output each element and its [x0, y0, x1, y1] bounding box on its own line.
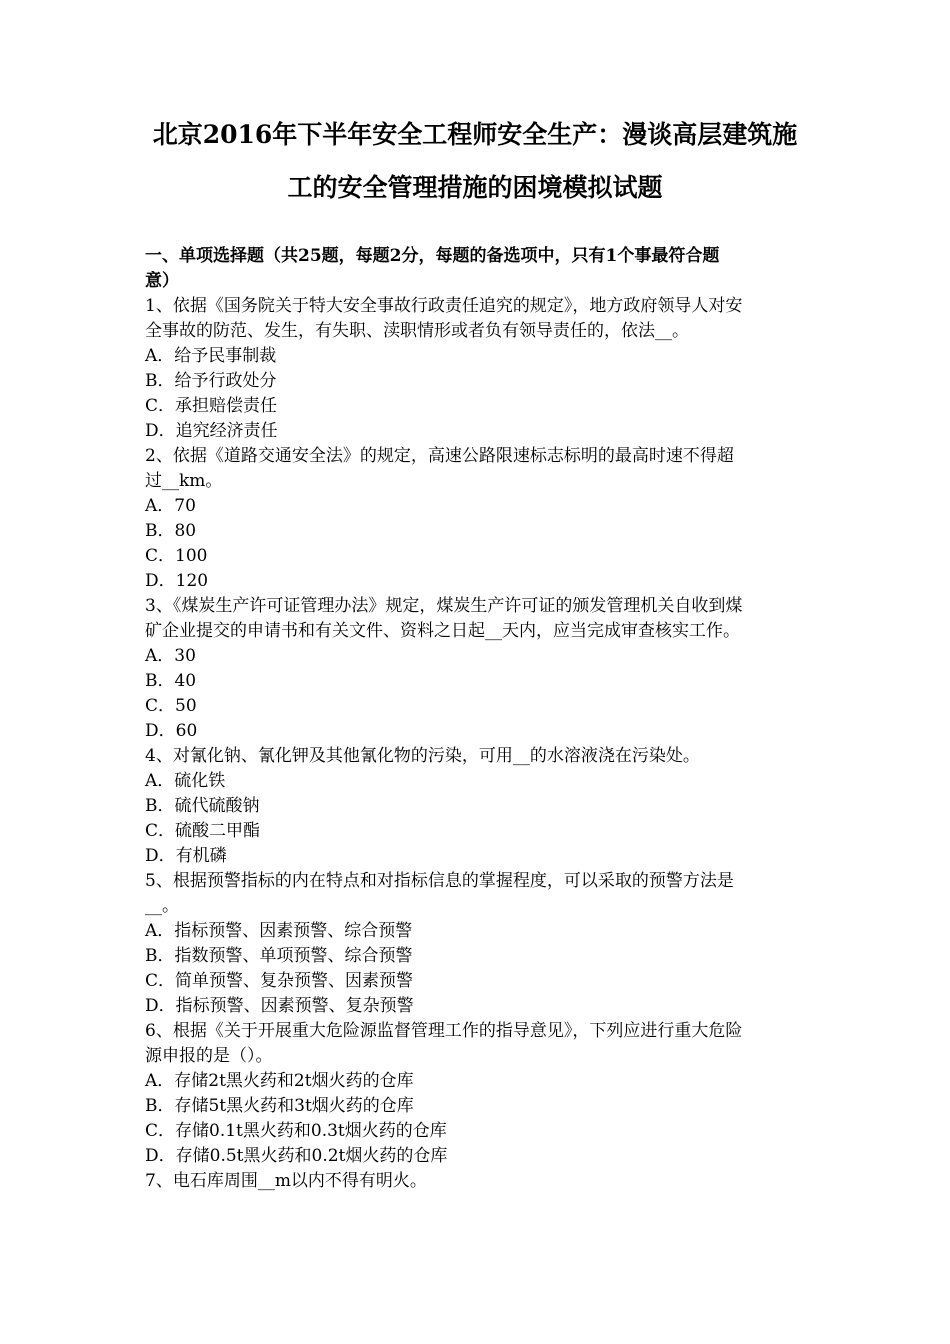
question-stem: 矿企业提交的申请书和有关文件、资料之日起__天内，应当完成审查核实工作。 [145, 621, 740, 641]
answer-option: B．硫代硫酸钠 [145, 796, 260, 816]
question-stem: 1、依据《国务院关于特大安全事故行政责任追究的规定》，地方政府领导人对安 [145, 296, 743, 316]
answer-option: B．指数预警、单项预警、综合预警 [145, 946, 413, 966]
question-stem: 5、根据预警指标的内在特点和对指标信息的掌握程度，可以采取的预警方法是 [145, 871, 734, 891]
answer-option: D．追究经济责任 [145, 421, 278, 441]
answer-option: B．给予行政处分 [145, 371, 277, 391]
question-stem: 过__km。 [145, 471, 223, 491]
question-1 [145, 294, 815, 444]
answer-option: A．指标预警、因素预警、综合预警 [145, 921, 413, 941]
question-6 [145, 1019, 815, 1169]
question-3 [145, 594, 815, 744]
answer-option: D．有机磷 [145, 846, 227, 866]
document-title-line-1: 北京2016年下半年安全工程师安全生产：漫谈高层建筑施 [152, 120, 798, 149]
answer-option: D．60 [145, 721, 198, 741]
answer-option: D．存储0.5t黑火药和0.2t烟火药的仓库 [145, 1146, 448, 1166]
question-stem: 源申报的是（）。 [145, 1046, 273, 1066]
question-5 [145, 869, 815, 1019]
answer-option: A．30 [145, 646, 196, 666]
question-stem: 7、电石库周围__m以内不得有明火。 [145, 1171, 427, 1191]
answer-option: B．存储5t黑火药和3t烟火药的仓库 [145, 1096, 414, 1116]
document-title-line-2: 工的安全管理措施的困境模拟试题 [287, 173, 663, 202]
document-body [145, 244, 815, 1194]
answer-option: D．指标预警、因素预警、复杂预警 [145, 996, 414, 1016]
question-stem: __。 [145, 896, 179, 916]
answer-option: C．100 [145, 546, 208, 566]
answer-option: A．70 [145, 496, 196, 516]
section-heading: 一、单项选择题（共25题，每题2分，每题的备选项中，只有1个事最符合题 [145, 246, 720, 266]
question-7 [145, 1169, 815, 1194]
answer-option: C．承担赔偿责任 [145, 396, 278, 416]
answer-option: A．给予民事制裁 [145, 346, 277, 366]
question-stem: 全事故的防范、发生，有失职、渎职情形或者负有领导责任的，依法__。 [145, 321, 689, 341]
question-stem: 3、《煤炭生产许可证管理办法》规定，煤炭生产许可证的颁发管理机关自收到煤 [145, 596, 743, 616]
question-stem: 2、依据《道路交通安全法》的规定，高速公路限速标志标明的最高时速不得超 [145, 446, 734, 466]
section-heading-cont: 意） [145, 271, 179, 291]
answer-option: C．存储0.1t黑火药和0.3t烟火药的仓库 [145, 1121, 447, 1141]
answer-option: A．硫化铁 [145, 771, 226, 791]
answer-option: B．80 [145, 521, 197, 541]
answer-option: B．40 [145, 671, 197, 691]
answer-option: D．120 [145, 571, 209, 591]
answer-option: C．简单预警、复杂预警、因素预警 [145, 971, 414, 991]
answer-option: A．存储2t黑火药和2t烟火药的仓库 [145, 1071, 414, 1091]
answer-option: C．硫酸二甲酯 [145, 821, 261, 841]
answer-option: C．50 [145, 696, 197, 716]
question-stem: 6、根据《关于开展重大危险源监督管理工作的指导意见》，下列应进行重大危险 [145, 1021, 743, 1041]
question-4 [145, 744, 815, 869]
question-stem: 4、对氰化钠、氰化钾及其他氰化物的污染，可用__的水溶液浇在污染处。 [145, 746, 700, 766]
question-2 [145, 444, 815, 594]
